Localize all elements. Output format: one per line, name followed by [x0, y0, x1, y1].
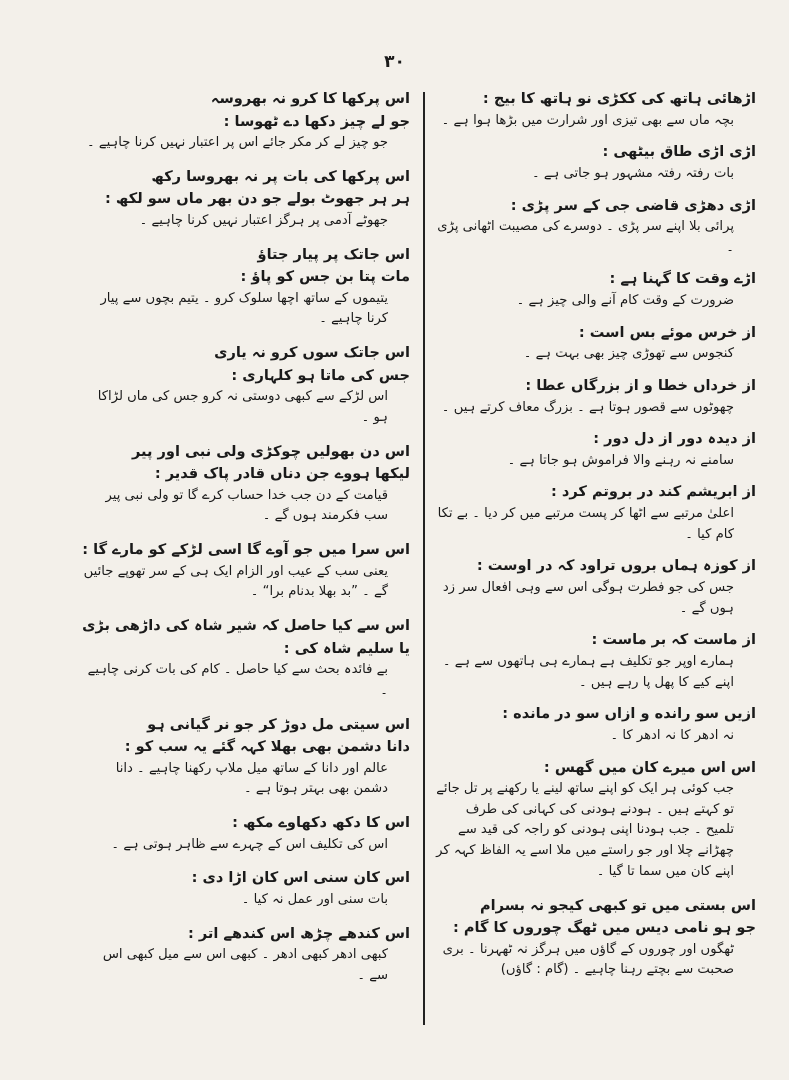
proverb-heading: اس کان سنی اس کان اڑا دی : — [191, 869, 410, 887]
proverb-meaning: جب کوئی ہر ایک کو اپنے ساتھ لینے یا رکھنے پر تل جائے تو کہتے ہیں ۔ ہودنے ہودنی کی کہانی کی طرف تلمیح ۔ جب ہودنا اپنی ہودنی کو راجہ کی قید سے چھڑانے چلا اور جو راستے میں ملا اسے یہ الفاظ کہہ کر اپنے کان میں سما تا گیا ۔ — [436, 781, 734, 879]
proverb-entry — [80, 615, 410, 702]
proverb-meaning: بات سنی اور عمل نہ کیا ۔ — [241, 891, 388, 907]
proverb-heading: از ماست کہ بر ماست : — [591, 631, 756, 649]
proverb-heading: اس سے کیا حاصل کہ شیر شاہ کی داڑھی بڑی یا سلیم شاہ کی : — [82, 617, 410, 657]
proverb-heading: اڑی دھڑی قاضی جی کے سر پڑی : — [510, 196, 756, 214]
proverb-entry — [436, 757, 756, 883]
proverb-entry — [80, 166, 410, 232]
proverb-heading: از ابریشم کند در بروتم کرد : — [551, 483, 756, 501]
proverb-heading: اس دن بھولیں چوکڑی ولی نبی اور پیر — [131, 442, 410, 460]
proverb-heading: اس جاتک سوں کرو نہ یاری — [214, 344, 410, 362]
proverb-meaning: پرائی بلا اپنے سر پڑی ۔ دوسرے کی مصیبت اٹھانی پڑی ۔ — [437, 219, 734, 255]
proverb-heading: اس جاتک پر پیار جتاؤ — [257, 245, 410, 263]
proverb-heading: اس سیتی مل دوڑ کر جو نر گیانی ہو — [147, 715, 410, 733]
proverb-meaning: ٹھگوں اور چوروں کے گاؤں میں ہرگز نہ ٹھہرنا ۔ بری صحبت سے بچتے رہنا چاہیے ۔ (گام : گاؤں) — [442, 941, 734, 978]
proverb-entry — [80, 539, 410, 603]
proverb-meaning: ہمارے اوپر جو تکلیف ہے ہمارے ہی ہاتھوں سے ہے ۔ اپنے کیے کا پھل پا رہے ہیں ۔ — [442, 653, 734, 690]
proverb-entry — [436, 141, 756, 184]
proverb-entry — [436, 375, 756, 418]
proverb-entry — [80, 714, 410, 801]
proverb-heading: اس پرکھا کا کرو نہ بھروسہ — [210, 90, 410, 107]
proverb-heading: اڑھائی ہاتھ کی ککڑی نو ہاتھ کا بیج : — [482, 90, 756, 107]
proverb-meaning: جو چیز لے کر مکر جائے اس پر اعتبار نہیں کرنا چاہیے ۔ — [86, 135, 388, 151]
proverb-heading: اس اس میرے کان میں گھس : — [543, 758, 756, 776]
proverb-meaning: جھوٹے آدمی پر ہرگز اعتبار نہیں کرنا چاہیے ۔ — [139, 212, 388, 228]
proverb-entry — [436, 428, 756, 471]
proverb-entry — [436, 555, 756, 619]
proverb-entry — [80, 812, 410, 855]
proverb-entry — [80, 441, 410, 528]
proverb-meaning: بے فائدہ بحث سے کیا حاصل ۔ کام کی بات کرنی چاہیے ۔ — [87, 662, 388, 698]
proverb-meaning: اس لڑکے سے کبھی دوستی نہ کرو جس کی ماں لڑاکا ہو ۔ — [97, 389, 388, 425]
proverb-heading-second-line: ہر ہر جھوٹ بولے جو دن بھر ماں سو لکھ : — [105, 190, 410, 208]
proverb-meaning: اس کی تکلیف اس کے چہرے سے ظاہر ہوتی ہے ۔ — [111, 836, 388, 852]
left-column — [80, 88, 410, 999]
proverb-entry — [80, 923, 410, 987]
proverb-heading: از دیدہ دور از دل دور : — [593, 430, 756, 448]
proverb-heading: اڑی اڑی طاق بیٹھی : — [602, 143, 756, 161]
proverb-heading: اس بستی میں تو کبھی کیجو نہ بسرام — [479, 896, 756, 914]
proverb-heading: اس پرکھا کی بات پر نہ بھروسا رکھ — [151, 167, 410, 185]
proverb-heading-second-line: مات پتا بن جس کو پاؤ : — [240, 268, 410, 286]
proverb-entry — [436, 195, 756, 259]
proverb-entry — [436, 629, 756, 693]
proverb-heading-second-line: دانا دشمن بھی بھلا کہہ گئے یہ سب کو : — [124, 738, 410, 756]
proverb-heading: از خرس موئے بس است : — [578, 323, 756, 341]
proverb-heading-second-line: جو ہو نامی دیس میں ٹھگ چوروں کا گام : — [452, 919, 756, 937]
right-column — [436, 88, 756, 993]
proverb-entry — [436, 88, 756, 131]
proverb-meaning: بات رفتہ رفتہ مشہور ہو جاتی ہے ۔ — [531, 165, 734, 181]
proverb-heading: اڑے وقت کا گہنا ہے : — [609, 270, 756, 288]
proverb-meaning: یعنی سب کے عیب اور الزام ایک ہی کے سر تھوپے جائیں گے ۔ ”بد بھلا بدنام برا“ ۔ — [83, 563, 388, 600]
proverb-entry — [436, 895, 756, 982]
proverb-heading-second-line: جو لے چیز دکھا دے ٹھوسا : — [223, 112, 410, 130]
proverb-meaning: کنجوس سے تھوڑی چیز بھی بہت ہے ۔ — [523, 346, 734, 362]
proverb-meaning: ضرورت کے وقت کام آنے والی چیز ہے ۔ — [516, 293, 734, 308]
proverb-meaning: نہ ادھر کا نہ ادھر کا ۔ — [610, 727, 734, 743]
proverb-meaning: اعلیٰ مرتبے سے اٹھا کر پست مرتبے میں کر دیا ۔ بے تکا کام کیا ۔ — [437, 506, 734, 542]
proverb-meaning: سامنے نہ رہنے والا فراموش ہو جاتا ہے ۔ — [507, 452, 734, 468]
proverb-entry — [436, 703, 756, 746]
proverb-meaning: یتیموں کے ساتھ اچھا سلوک کرو ۔ یتیم بچوں سے پیار کرنا چاہیے ۔ — [100, 290, 388, 327]
proverb-meaning: کبھی ادھر کبھی ادھر ۔ کبھی اس سے میل کبھی اس سے ۔ — [102, 947, 388, 983]
proverb-entry — [80, 342, 410, 429]
proverb-heading-second-line: جس کی ماتا ہو کلہاری : — [231, 366, 410, 384]
proverb-heading: از کوزہ ہماں بروں تراود کہ در اوست : — [476, 557, 756, 575]
proverb-meaning: قیامت کے دن جب خدا حساب کرے گا تو ولی نبی پیر سب فکرمند ہوں گے ۔ — [105, 487, 388, 524]
proverb-entry — [80, 244, 410, 331]
proverb-entry — [436, 322, 756, 365]
proverb-meaning: چھوٹوں سے قصور ہوتا ہے ۔ بزرگ معاف کرتے ہیں ۔ — [441, 399, 734, 415]
proverb-heading: ازیں سو رانده و ازاں سو در مانده : — [502, 705, 756, 723]
proverb-entry — [80, 88, 410, 154]
column-divider — [423, 92, 425, 1025]
proverb-meaning: جس کی جو فطرت ہوگی اس سے وہی افعال سر زد ہوں گے ۔ — [442, 579, 734, 616]
proverb-entry — [436, 481, 756, 545]
proverb-entry — [80, 867, 410, 910]
proverb-heading: اس سرا میں جو آوے گا اسی لڑکے کو مارے گا : — [82, 541, 410, 559]
page-number: ۳۰ — [384, 52, 405, 72]
proverb-heading: از خرداں خطا و از بزرگاں عطا : — [525, 376, 756, 394]
proverb-meaning: بچہ ماں سے بھی تیزی اور شرارت میں بڑھا ہوا ہے ۔ — [441, 112, 734, 128]
proverb-meaning: عالم اور دانا کے ساتھ میل ملاپ رکھنا چاہیے ۔ دانا دشمن بھی بہتر ہوتا ہے ۔ — [115, 760, 388, 797]
proverb-heading-second-line: لیکھا ہووے جن دناں قادر پاک قدیر : — [154, 465, 410, 483]
proverb-entry — [436, 268, 756, 311]
proverb-heading: اس کا دکھ دکھاوے مکھ : — [232, 814, 410, 832]
proverb-heading: اس کندھے چڑھ اس کندھے اتر : — [187, 924, 410, 942]
